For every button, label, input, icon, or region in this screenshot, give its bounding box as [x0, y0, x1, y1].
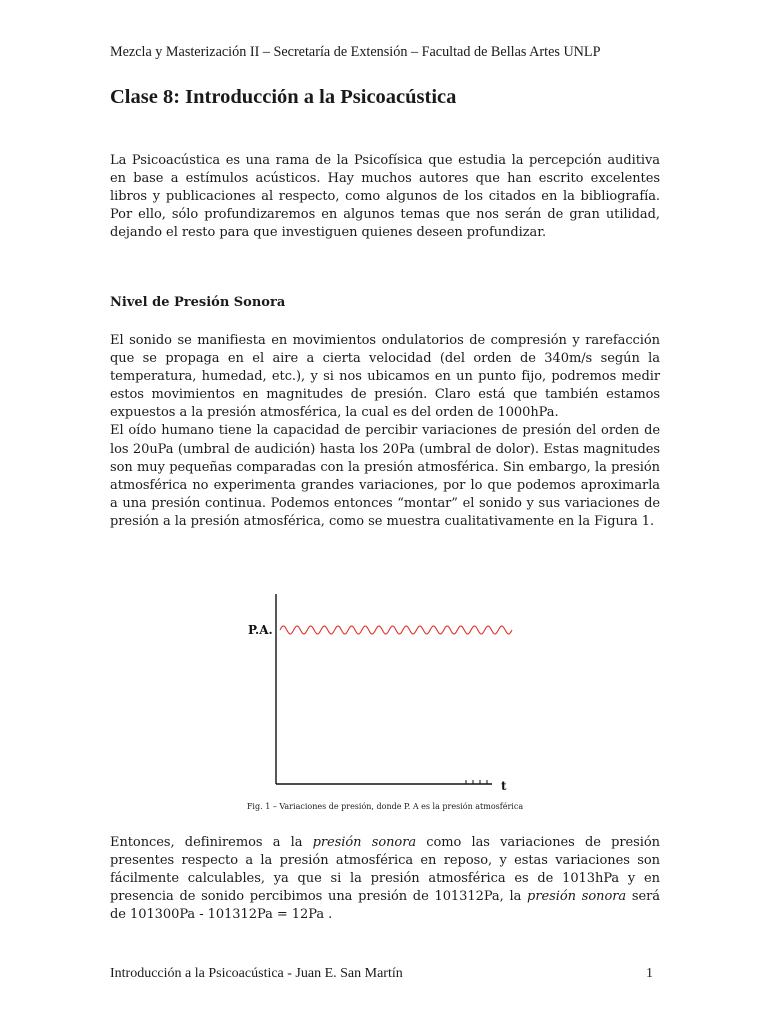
section-paragraph-2: El oído humano tiene la capacidad de percibir variaciones de presión del orden de los 20uPa (umbral de audición) hasta los 20Pa (umbral de dolor). Estas magnitudes son muy pequeñas comparadas con la presión atmosférica. Sin embargo, la presión atmosférica no experimenta grandes variaciones, por lo que podemos aproximarla a una presión continua. Podemos entonces “montar” el sonido y sus variaciones de presión a la presión atmosférica, como se muestra cualitativamente en la Figura 1. [110, 423, 660, 529]
x-axis-label: t [501, 779, 507, 793]
figure-caption: Fig. 1 – Variaciones de presión, donde P. A es la presión atmosférica [246, 802, 524, 811]
figure-pressure-plot [230, 584, 520, 794]
closing-text-part-2: como las variaciones de presión presentes respecto a la presión atmosférica en reposo, y estas variaciones son fácilmente calculables, ya que si la presión atmosférica es de 1013hPa y en presencia de sonido percibimos una presión de 101312Pa, la [110, 835, 660, 905]
figure-background [230, 584, 520, 794]
running-header: Mezcla y Masterización II – Secretaría de Extensión – Facultad de Bellas Artes UNLP [110, 44, 601, 60]
page-title: Clase 8: Introducción a la Psicoacústica [110, 86, 457, 108]
closing-text [110, 834, 660, 924]
section-paragraph-1: El sonido se manifiesta en movimientos ondulatorios de compresión y rarefacción que se propaga en el aire a cierta velocidad (del orden de 340m/s según la temperatura, humedad, etc.), y si nos ubicamos en un punto fijo, podremos medir estos movimientos en magnitudes de presión. Claro está que también estamos expuestos a la presión atmosférica, la cual es del orden de 1000hPa. [110, 333, 660, 421]
page-number: 1 [646, 966, 653, 981]
footer-author: Introducción a la Psicoacústica - Juan E. San Martín [110, 966, 403, 981]
closing-text-part-1: Entonces, definiremos a la [110, 835, 313, 850]
intro-text: La Psicoacústica es una rama de la Psicofísica que estudia la percepción auditiva en base a estímulos acústicos. Hay muchos autores que han escrito excelentes libros y publicaciones al respecto, como algunos de los citados en la bibliografía. Por ello, sólo profundizaremos en algunos temas que nos serán de gran utilidad, dejando el resto para que investiguen quienes deseen profundizar. [110, 153, 660, 241]
section-body [110, 332, 660, 531]
closing-text-part-3: será de 101300Pa - 101312Pa = 12Pa . [110, 889, 660, 923]
closing-term-1: presión sonora [312, 835, 417, 850]
closing-term-2: presión sonora [527, 889, 627, 905]
y-axis-label: P.A. [248, 623, 273, 637]
closing-paragraph [110, 834, 660, 924]
section-heading: Nivel de Presión Sonora [110, 295, 286, 310]
intro-paragraph [110, 152, 660, 242]
